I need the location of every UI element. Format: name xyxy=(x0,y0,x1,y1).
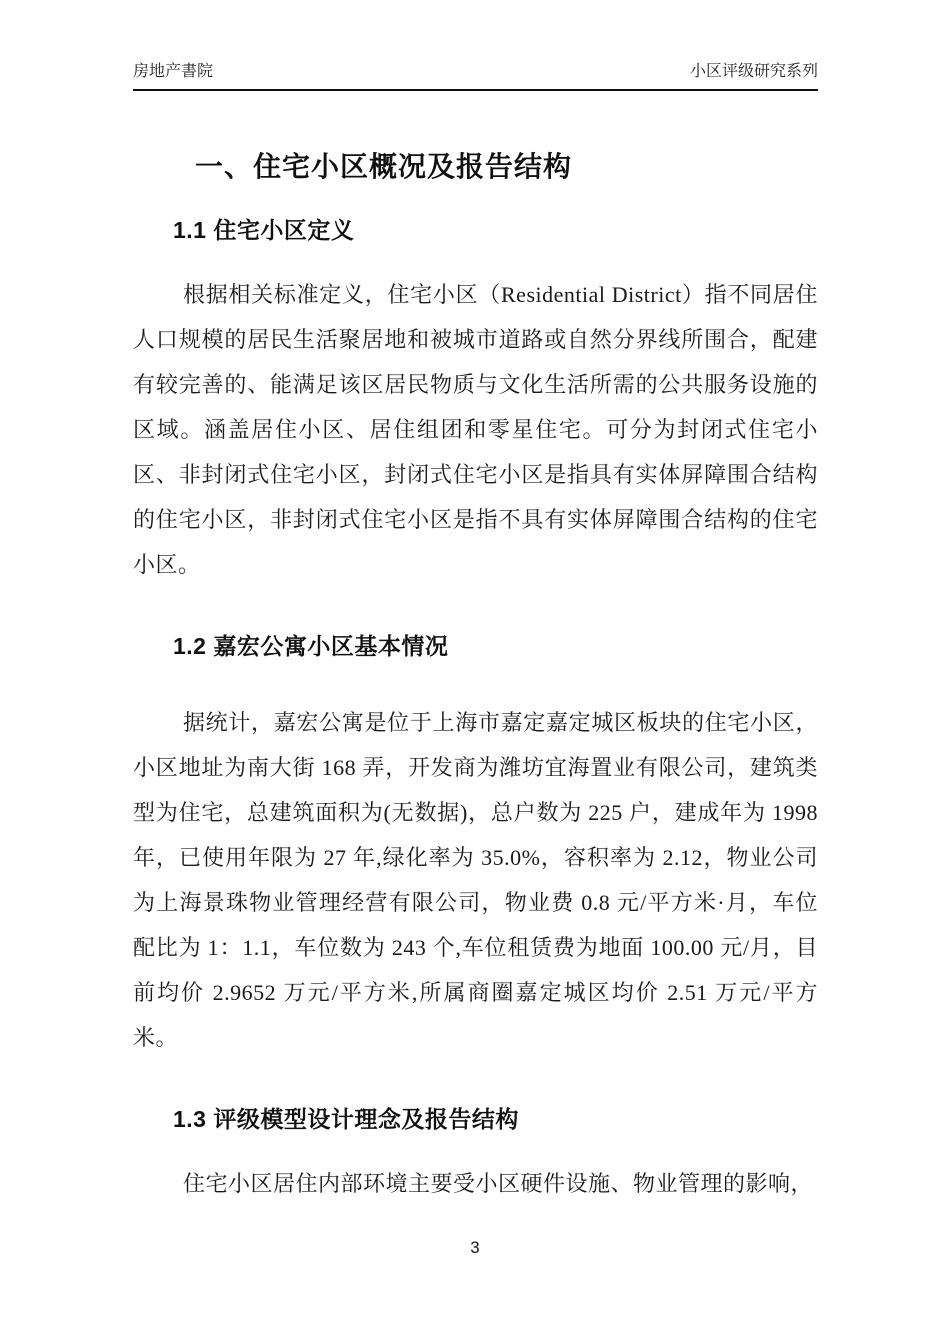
paragraph-jiahong-apartment-basic-info: 据统计，嘉宏公寓是位于上海市嘉定嘉定城区板块的住宅小区，小区地址为南大街 168 弄，开发商为潍坊宜海置业有限公司，建筑类型为住宅，总建筑面积为(无数据)，总户数为 225 户，建成年为 1998 年，已使用年限为 27 年,绿化率为 35.0%，容积率为 2.12，物业公司为上海景珠物业管理经营有限公司，物业费 0.8 元/平方米·月，车位配比为 1：1.1，车位数为 243 个,车位租赁费为地面 100.00 元/月，目前均价 2.9652 万元/平方米,所属商圈嘉定城区均价 2.51 万元/平方米。 xyxy=(133,710,818,1050)
section-1-3 xyxy=(133,1106,818,1206)
section-heading-1-3: 1.3 评级模型设计理念及报告结构 xyxy=(173,1106,519,1132)
page-number: 3 xyxy=(470,1238,480,1257)
page-header xyxy=(133,62,818,91)
paragraph-residential-district-definition: 根据相关标准定义，住宅小区（Residential District）指不同居住人口规模的居民生活聚居地和被城市道路或自然分界线所围合，配建有较完善的、能满足该区居民物质与文化生活所需的公共服务设施的区域。涵盖居住小区、居住组团和零星住宅。可分为封闭式住宅小区、非封闭式住宅小区，封闭式住宅小区是指具有实体屏障围合结构的住宅小区，非封闭式住宅小区是指不具有实体屏障围合结构的住宅小区。 xyxy=(133,282,818,577)
section-1-2 xyxy=(133,633,818,1060)
header-right-text: 小区评级研究系列 xyxy=(689,63,818,80)
section-heading-1-1: 1.1 住宅小区定义 xyxy=(173,217,355,243)
section-heading-1-2: 1.2 嘉宏公寓小区基本情况 xyxy=(173,633,449,659)
chapter-title: 一、住宅小区概况及报告结构 xyxy=(195,151,573,182)
header-left-text: 房地产書院 xyxy=(133,63,214,80)
paragraph-rating-model-intro: 住宅小区居住内部环境主要受小区硬件设施、物业管理的影响， xyxy=(183,1171,814,1196)
section-1-1 xyxy=(133,217,818,587)
page-footer xyxy=(0,1238,950,1258)
